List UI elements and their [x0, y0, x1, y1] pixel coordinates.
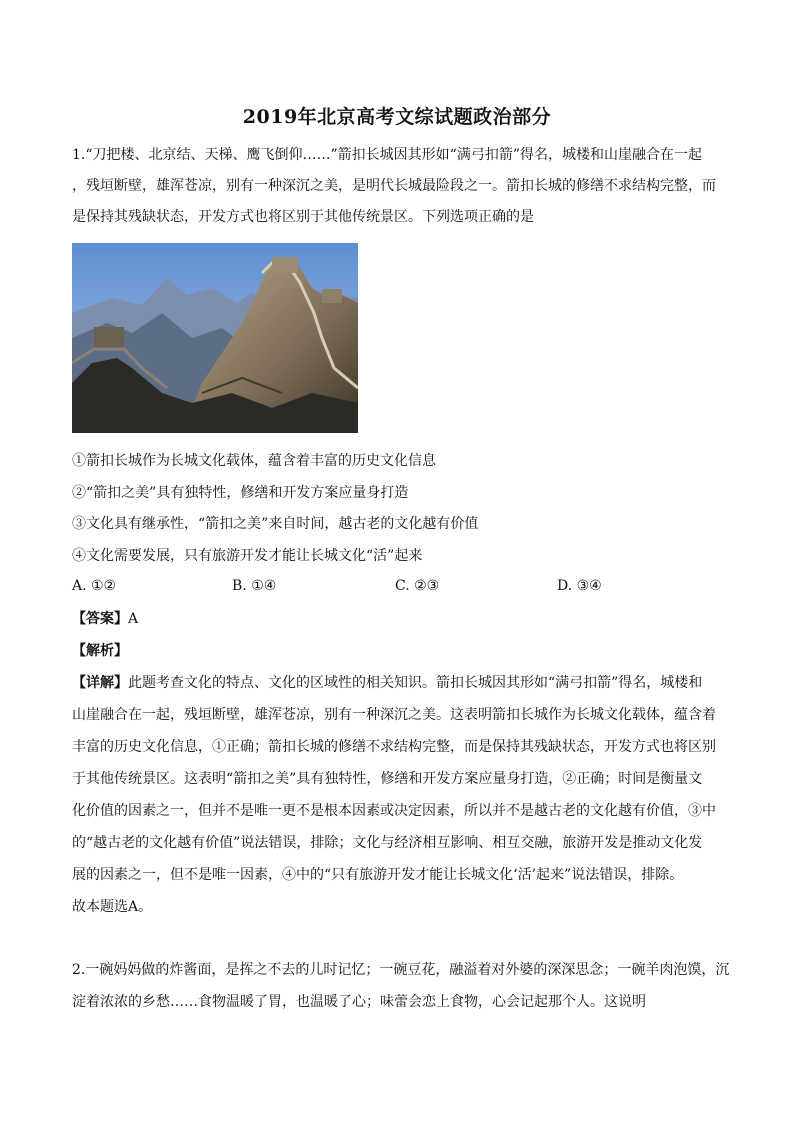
analysis-label: 【解析】: [72, 643, 128, 659]
q2-stem-line-2: 淀着浓浓的乡愁……食物温暖了胃，也温暖了心；味蕾会恋上食物，心会记起那个人。这说明: [72, 994, 646, 1010]
q1-option-b: B. ①④: [232, 578, 277, 594]
q1-option-c: C. ②③: [395, 578, 440, 594]
q2-stem-line-1: 2.一碗妈妈做的炸酱面，是挥之不去的儿时记忆；一碗豆花，融溢着对外婆的深深思念；一碗羊肉泡馍，沉: [72, 962, 730, 978]
detail-text: 此题考查文化的特点、文化的区域性的相关知识。箭扣长城因其形如“满弓扣箭”得名，城楼和: [128, 675, 703, 691]
detail-label: 【详解】: [72, 675, 128, 691]
q1-stem-line-3: 是保持其残缺状态，开发方式也将区别于其他传统景区。下列选项正确的是: [72, 209, 534, 225]
q1-answer-line: [72, 609, 732, 629]
q1-detail-line-4: 于其他传统景区。这表明“箭扣之美”具有独特性，修缮和开发方案应量身打造，②正确；时间是衡量文: [72, 771, 703, 787]
q1-statement-4: ④文化需要发展，只有旅游开发才能让长城文化“活”起来: [72, 548, 423, 564]
q1-detail-line-5: 化价值的因素之一，但并不是唯一更不是根本因素或决定因素，所以并不是越古老的文化越有价值，③中: [72, 803, 716, 819]
q1-statement-3: ③文化具有继承性，“箭扣之美”来自时间，越古老的文化越有价值: [72, 516, 479, 532]
q1-stem-line-1: 1.“刀把楼、北京结、天梯、鹰飞倒仰……”箭扣长城因其形如“满弓扣箭”得名，城楼和山崖融合在一起: [72, 147, 702, 163]
q1-detail-line-8: 故本题选A。: [72, 899, 153, 915]
q1-option-d: D. ③④: [557, 578, 602, 594]
answer-value: A: [128, 611, 139, 627]
page-title: 2019年北京高考文综试题政治部分: [242, 106, 552, 128]
q1-detail-line-7: 展的因素之一，但不是唯一因素，④中的“只有旅游开发才能让长城文化‘活’起来”说法错误，排除。: [72, 867, 684, 883]
q1-option-a: A. ①②: [72, 578, 117, 594]
q1-detail-line-6: 的“越古老的文化越有价值”说法错误，排除；文化与经济相互影响、相互交融，旅游开发是推动文化发: [72, 835, 703, 851]
q1-stem-line-2: ，残垣断壁，雄浑苍凉，别有一种深沉之美，是明代长城最险段之一。箭扣长城的修缮不求结构完整，而: [72, 178, 716, 194]
q1-detail-line-2: 山崖融合在一起，残垣断壁，雄浑苍凉，别有一种深沉之美。这表明箭扣长城作为长城文化载体，蕴含着: [72, 707, 716, 723]
q1-statement-1: ①箭扣长城作为长城文化载体，蕴含着丰富的历史文化信息: [72, 453, 436, 469]
q1-detail-line-3: 丰富的历史文化信息，①正确；箭扣长城的修缮不求结构完整，而是保持其残缺状态，开发方式也将区别: [72, 739, 716, 755]
great-wall-illustration: [72, 243, 358, 433]
q1-detail-line-1: [72, 673, 732, 693]
answer-label: 【答案】: [72, 611, 128, 627]
great-wall-photo: [72, 243, 358, 433]
q1-statement-2: ②“箭扣之美”具有独特性，修缮和开发方案应量身打造: [72, 485, 409, 501]
